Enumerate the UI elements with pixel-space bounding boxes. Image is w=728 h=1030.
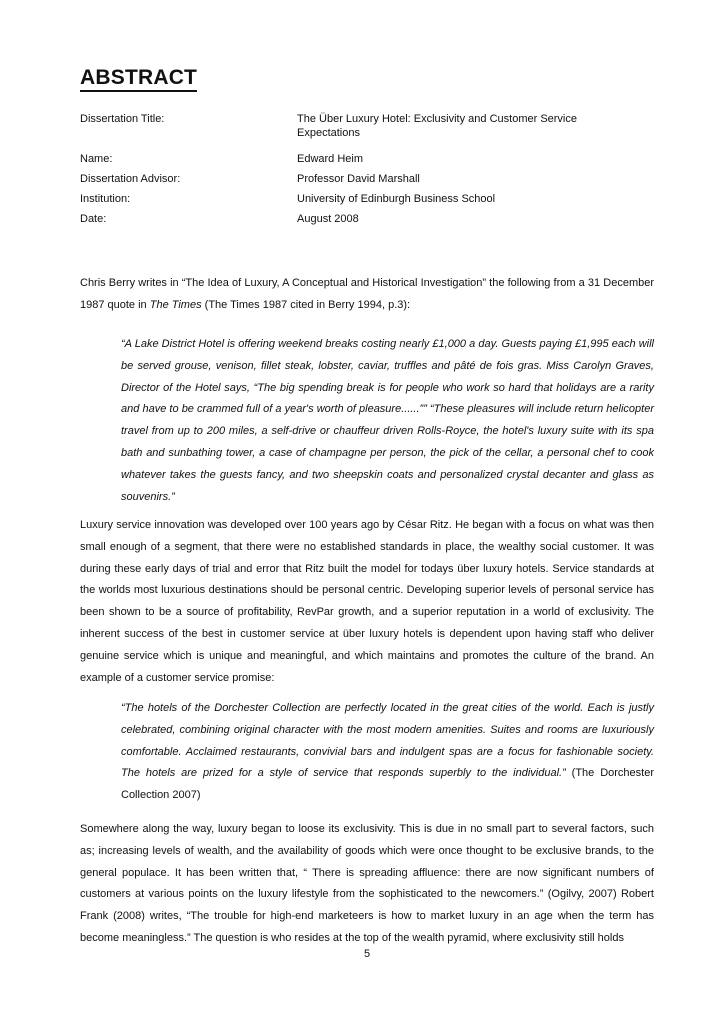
paragraph-ritz: Luxury service innovation was developed over 100 years ago by César Ritz. He began with a focus on what was then small enough of a segment, that there were no established standards in place, the wealthy social customer. It was during these early days of trial and error that Ritz built the model for todays über luxury hotels. Service standards at the worlds most luxurious destinations should be personal centric. Developing superior levels of personal service has been shown to be a source of profitability, RevPar growth, and a superior reputation in a world of exclusivity. The inherent success of the best in customer service at über luxury hotels is dependent upon having staff who deliver genuine service which is unique and meaningful, and which maintains and promotes the culture of the brand. An example of a customer service promise: (80, 519, 654, 684)
paragraph-exclusivity: Somewhere along the way, luxury began to loose its exclusivity. This is due in no small part to several factors, such as; increasing levels of wealth, and the availability of goods which were once thought to be exclusive brands, to the general populace. It has been written that, “ There is spreading affluence: there are now significant numbers of customers at various points on the luxury lifestyle from the sophisticated to the newcomers.” (Ogilvy, 2007) Robert Frank (2008) writes, “The trouble for high-end marketeers is how to market luxury in an age when the term has become meaningless.” The question is who resides at the top of the wealth pyramid, where exclusivity still holds (80, 823, 654, 944)
paragraph-intro-source: The Times (149, 298, 202, 311)
meta-institution-label: Institution: (80, 193, 131, 205)
meta-institution-value: University of Edinburgh Business School (297, 193, 496, 205)
paragraph-intro-citation: (The Times 1987 cited in Berry 1994, p.3): (201, 298, 411, 311)
paragraph-intro (80, 273, 654, 317)
abstract-heading: ABSTRACT (80, 66, 197, 92)
meta-date-label: Date: (80, 213, 107, 225)
paragraph-intro-text: Chris Berry writes in “The Idea of Luxury, A Conceptual and Historical Investigation” the following from a 31 December 1987 quote in (80, 277, 654, 311)
quote-lake-district-text: “A Lake District Hotel is offering weekend breaks costing nearly £1,000 a day. Guests paying £1,995 each will be served grouse, venison, fillet steak, lobster, caviar, truffles and pâté de fois gras. Miss Carolyn Graves, Director of the Hotel says, “The big spending break is for people who work so hard that holidays are a rarity and have to be crammed full of a year's worth of pleasure......”” “These pleasures will include return helicopter travel from up to 200 miles, a self-drive or chauffeur driven Rolls-Royce, the hotel's luxury suite with its spa bath and sunbathing tower, a case of champagne per person, the pick of the cellar, a personal chef to cook whatever takes the guests fancy, and two sheepskin coats and personalized crystal decanter and glass as souvenirs.” (121, 338, 654, 503)
meta-advisor-label: Dissertation Advisor: (80, 173, 181, 185)
meta-date-value: August 2008 (297, 213, 359, 225)
meta-title-value: The Über Luxury Hotel: Exclusivity and Customer Service Expectations (297, 113, 577, 139)
page-number: 5 (363, 948, 371, 960)
quote-dorchester (121, 698, 654, 807)
meta-advisor-value: Professor David Marshall (297, 173, 420, 185)
quote-dorchester-citation: (The Dorchester Collection 2007) (121, 767, 655, 802)
quote-lake-district (121, 334, 654, 508)
meta-name-label: Name: (80, 153, 113, 165)
quote-dorchester-text: “The hotels of the Dorchester Collection are perfectly located in the great cities of the world. Each is justly celebrated, combining original character with the most modern amenities. Suites and rooms are luxuriously comfortable. Acclaimed restaurants, convivial bars and indulgent spas are a focus for fashionable society. The hotels are prized for a style of service that responds superbly to the individual.” (121, 702, 654, 780)
meta-title-label: Dissertation Title: (80, 113, 165, 125)
meta-name-value: Edward Heim (297, 153, 364, 165)
